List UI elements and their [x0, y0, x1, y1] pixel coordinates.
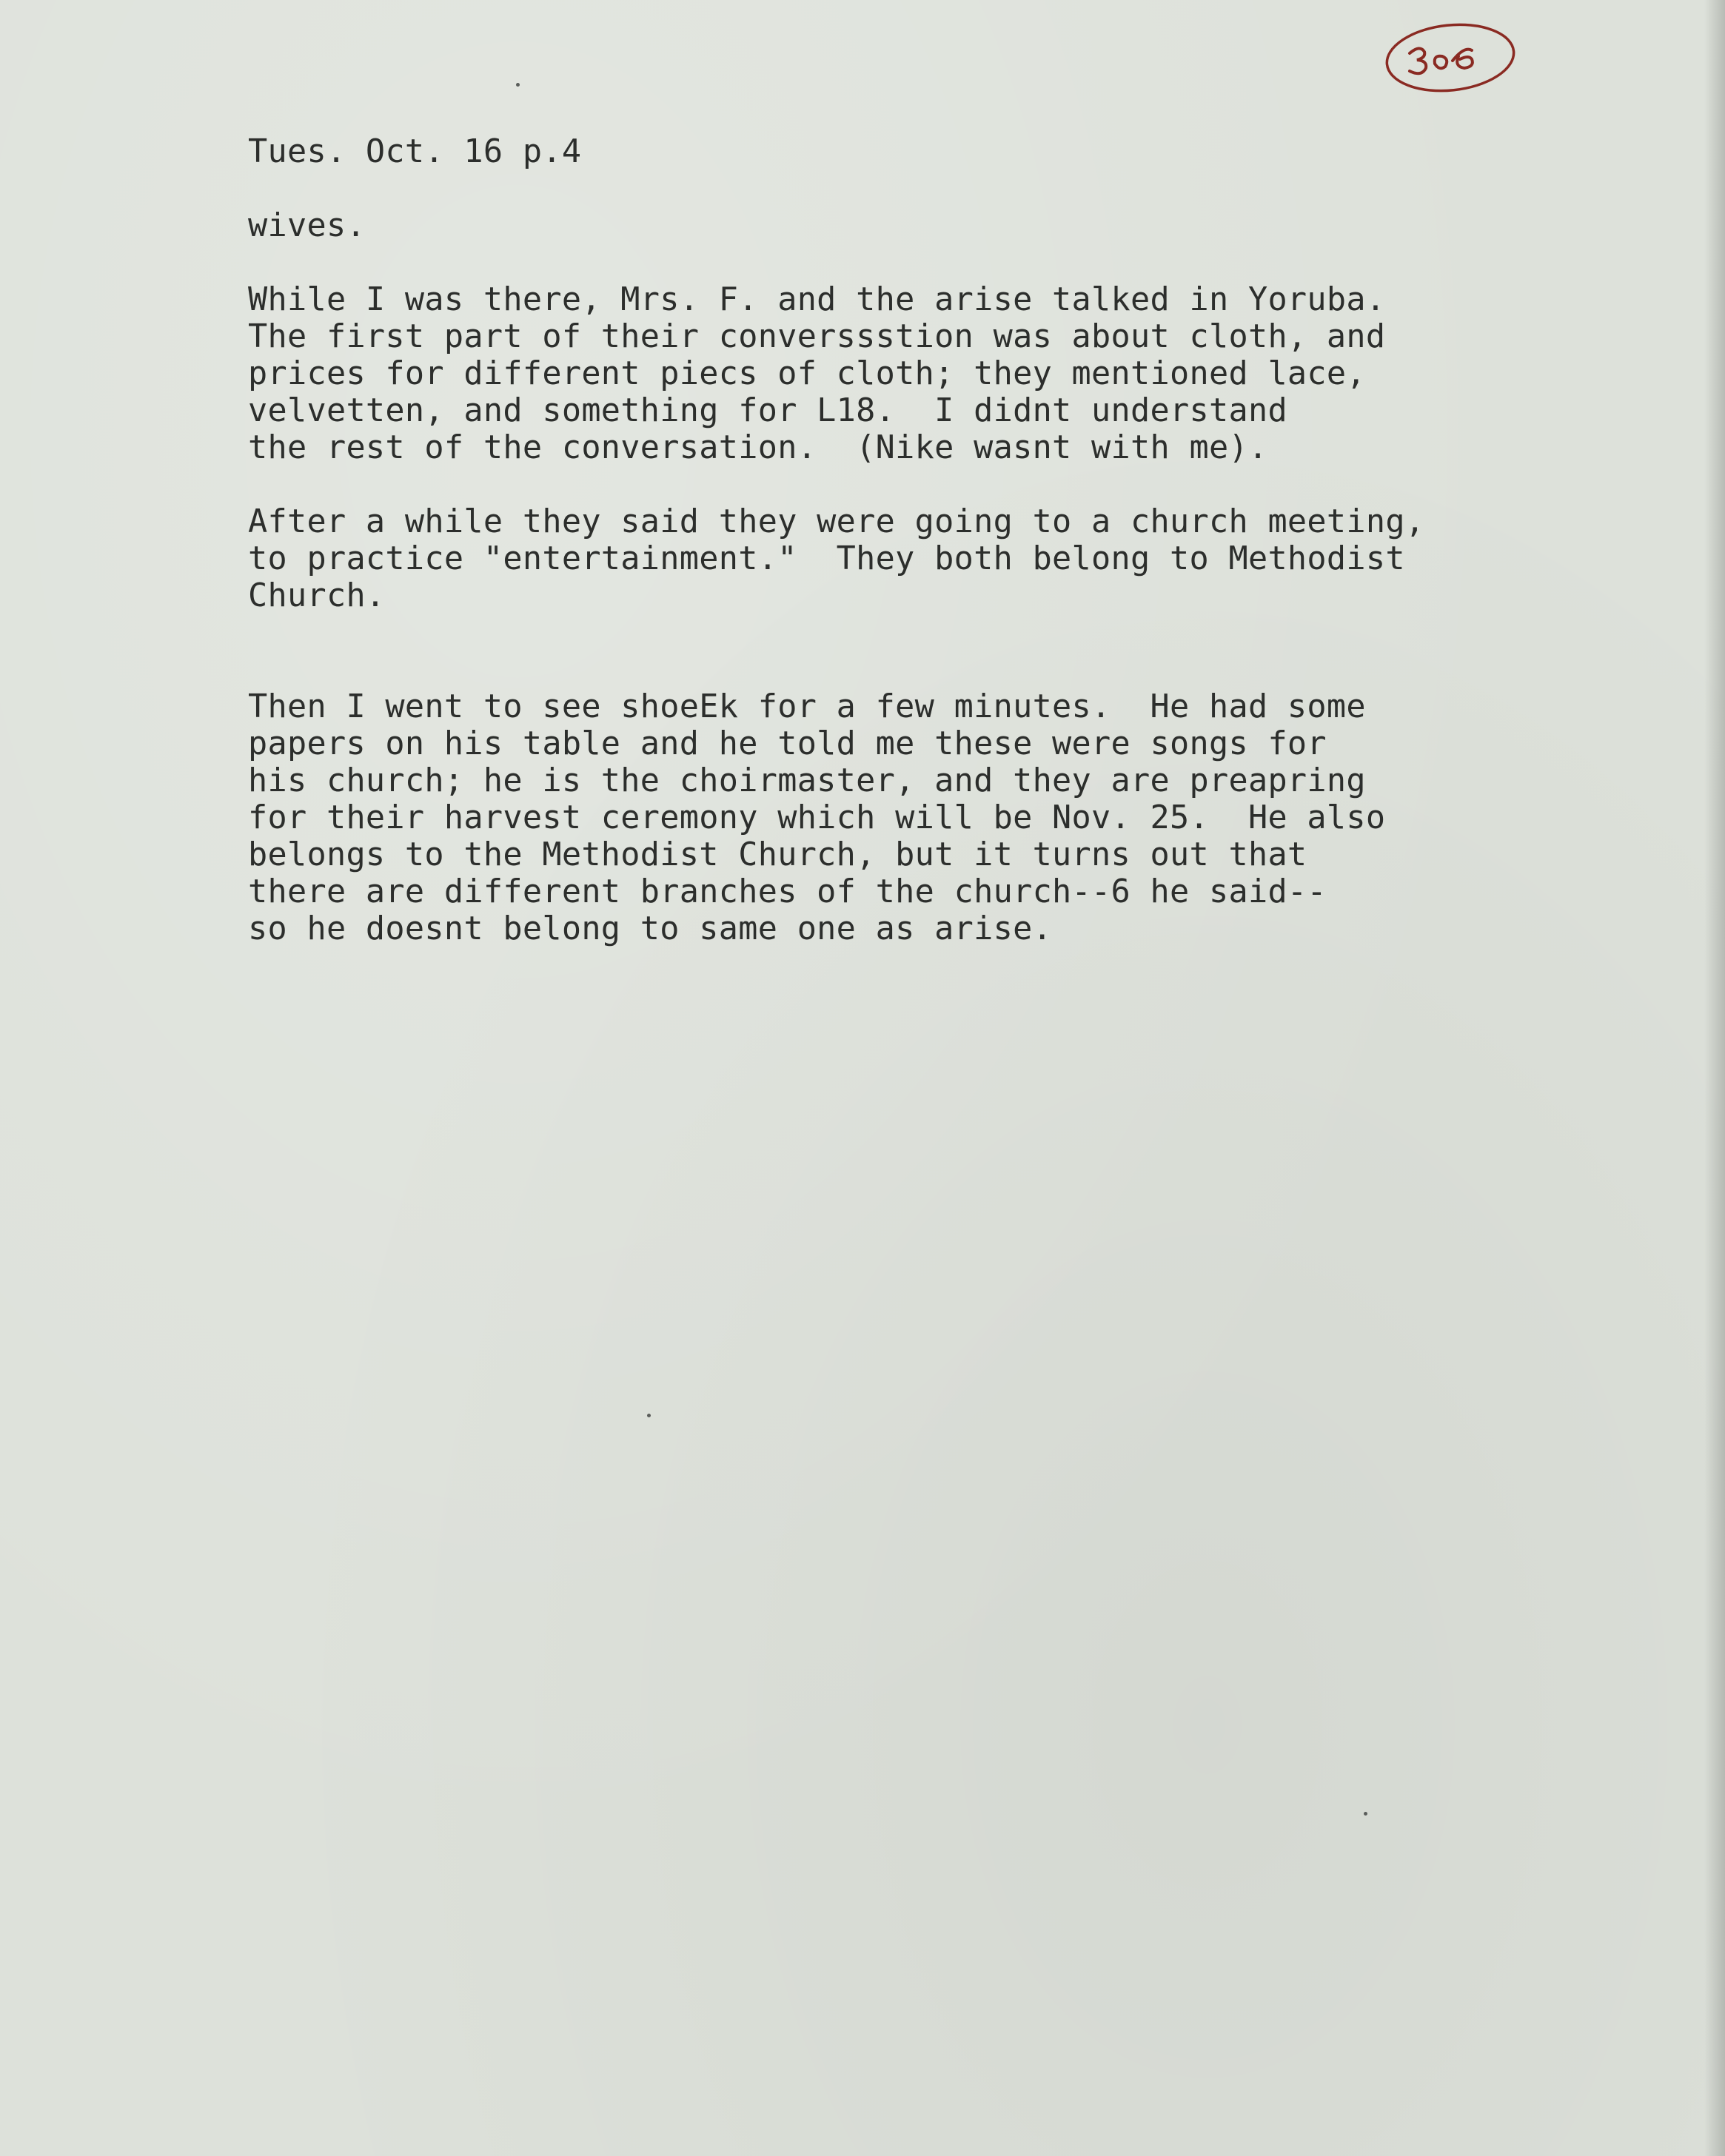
text-line: The first part of their converssstion was about cloth, and: [248, 318, 1386, 355]
text-line: to practice "entertainment." They both belong to Methodist: [248, 540, 1405, 577]
page-edge-shadow: [1704, 0, 1725, 2156]
paper-speck: [516, 83, 520, 87]
paragraph-conversation: [248, 281, 1385, 466]
paragraph-choirmaster-visit: [248, 688, 1385, 947]
text-line: prices for different piecs of cloth; they mentioned lace,: [248, 355, 1366, 392]
circled-page-number-mark: [1381, 18, 1519, 96]
text-line: While I was there, Mrs. F. and the arise talked in Yoruba.: [248, 281, 1386, 318]
text-line: for their harvest ceremony which will be Nov. 25. He also: [248, 799, 1386, 836]
paragraph-church-meeting: [248, 503, 1424, 614]
text-line: After a while they said they were going to a church meeting,: [248, 503, 1425, 540]
text-line: the rest of the conversation. (Nike wasnt with me).: [248, 429, 1268, 466]
paper-speck: [1364, 1812, 1367, 1816]
text-line: papers on his table and he told me these were songs for: [248, 725, 1327, 762]
text-line: Then I went to see shoeEk for a few minutes. He had some: [248, 688, 1366, 725]
text-line: so he doesnt belong to same one as arise.: [248, 910, 1053, 947]
text-line: belongs to the Methodist Church, but it turns out that: [248, 836, 1307, 873]
text-line: Church.: [248, 577, 386, 614]
text-line: wives.: [248, 207, 366, 244]
page-heading: Tues. Oct. 16 p.4: [248, 133, 582, 170]
handwritten-page-number: [1381, 18, 1519, 96]
text-line: velvetten, and something for L18. I didnt understand: [248, 392, 1287, 429]
paragraph-continuation: [248, 207, 366, 244]
paper-speck: [647, 1414, 651, 1417]
text-line: his church; he is the choirmaster, and they are preapring: [248, 762, 1366, 799]
text-line: there are different branches of the church--6 he said--: [248, 873, 1327, 910]
